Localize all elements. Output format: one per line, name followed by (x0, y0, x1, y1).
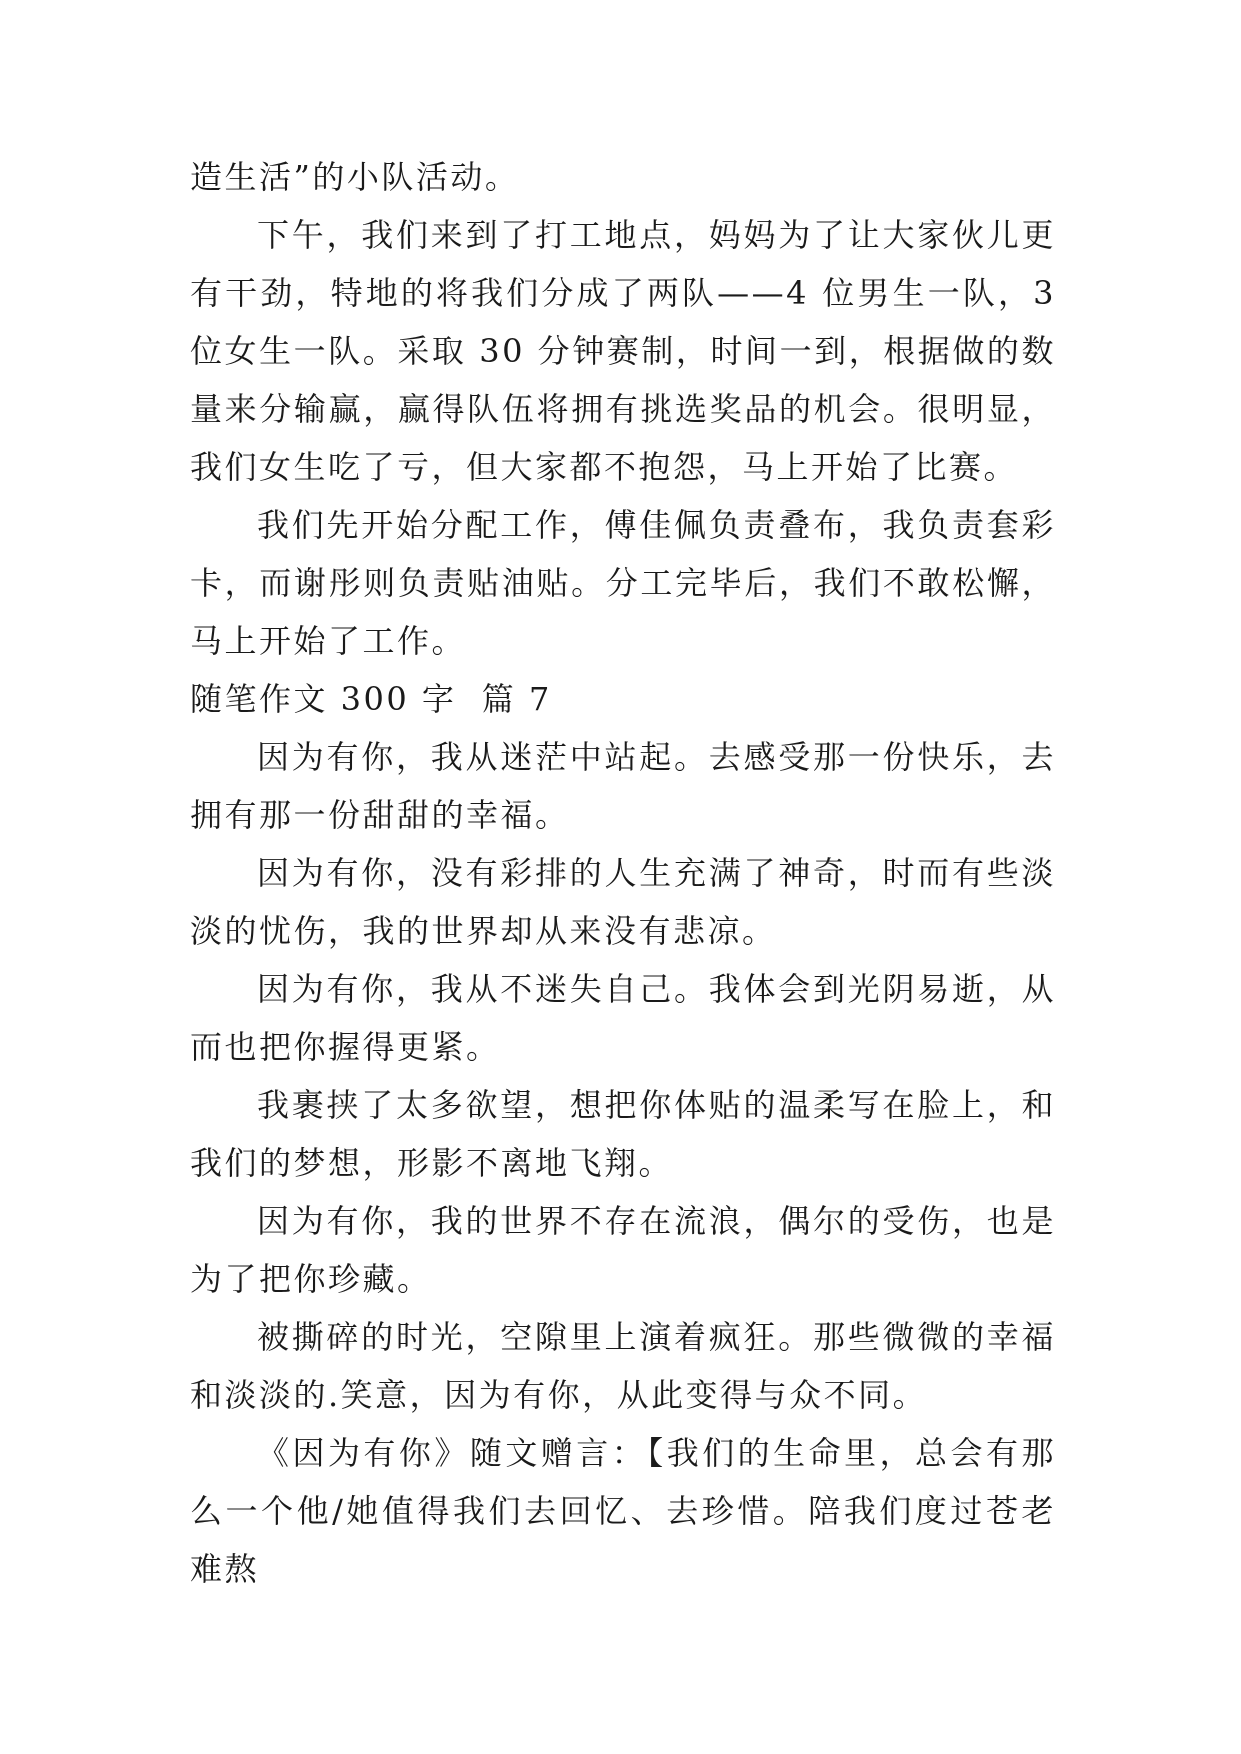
paragraph: 我们先开始分配工作，傅佳佩负责叠布，我负责套彩卡，而谢彤则负责贴油贴。分工完毕后，我们不敢松懈，马上开始了工作。 (190, 506, 1056, 660)
article-body (190, 148, 1069, 1598)
paragraph: 因为有你，我的世界不存在流浪，偶尔的受伤，也是为了把你珍藏。 (190, 1202, 1056, 1298)
paragraph-continuation: 造生活”的小队活动。 (190, 158, 520, 196)
paragraph: 下午，我们来到了打工地点，妈妈为了让大家伙儿更有干劲，特地的将我们分成了两队——4 位男生一队，3 位女生一队。采取 30 分钟赛制，时间一到，根据做的数量来分输赢，赢得队伍将拥有挑选奖品的机会。很明显，我们女生吃了亏，但大家都不抱怨，马上开始了比赛。 (190, 216, 1069, 486)
paragraph: 因为有你，我从不迷失自己。我体会到光阴易逝，从而也把你握得更紧。 (190, 970, 1056, 1066)
paragraph: 被撕碎的时光，空隙里上演着疯狂。那些微微的幸福和淡淡的.笑意，因为有你，从此变得与众不同。 (190, 1318, 1056, 1414)
paragraph: 因为有你，没有彩排的人生充满了神奇，时而有些淡淡的忧伤，我的世界却从来没有悲凉。 (190, 854, 1056, 950)
paragraph: 我裹挟了太多欲望，想把你体贴的温柔写在脸上，和我们的梦想，形影不离地飞翔。 (190, 1086, 1056, 1182)
section-heading: 随笔作文 300 字 篇 7 (190, 680, 552, 718)
paragraph: 《因为有你》随文赠言：【我们的生命里，总会有那么一个他/她值得我们去回忆、去珍惜。陪我们度过苍老难熬 (190, 1434, 1056, 1588)
paragraph: 因为有你，我从迷茫中站起。去感受那一份快乐，去拥有那一份甜甜的幸福。 (190, 738, 1056, 834)
